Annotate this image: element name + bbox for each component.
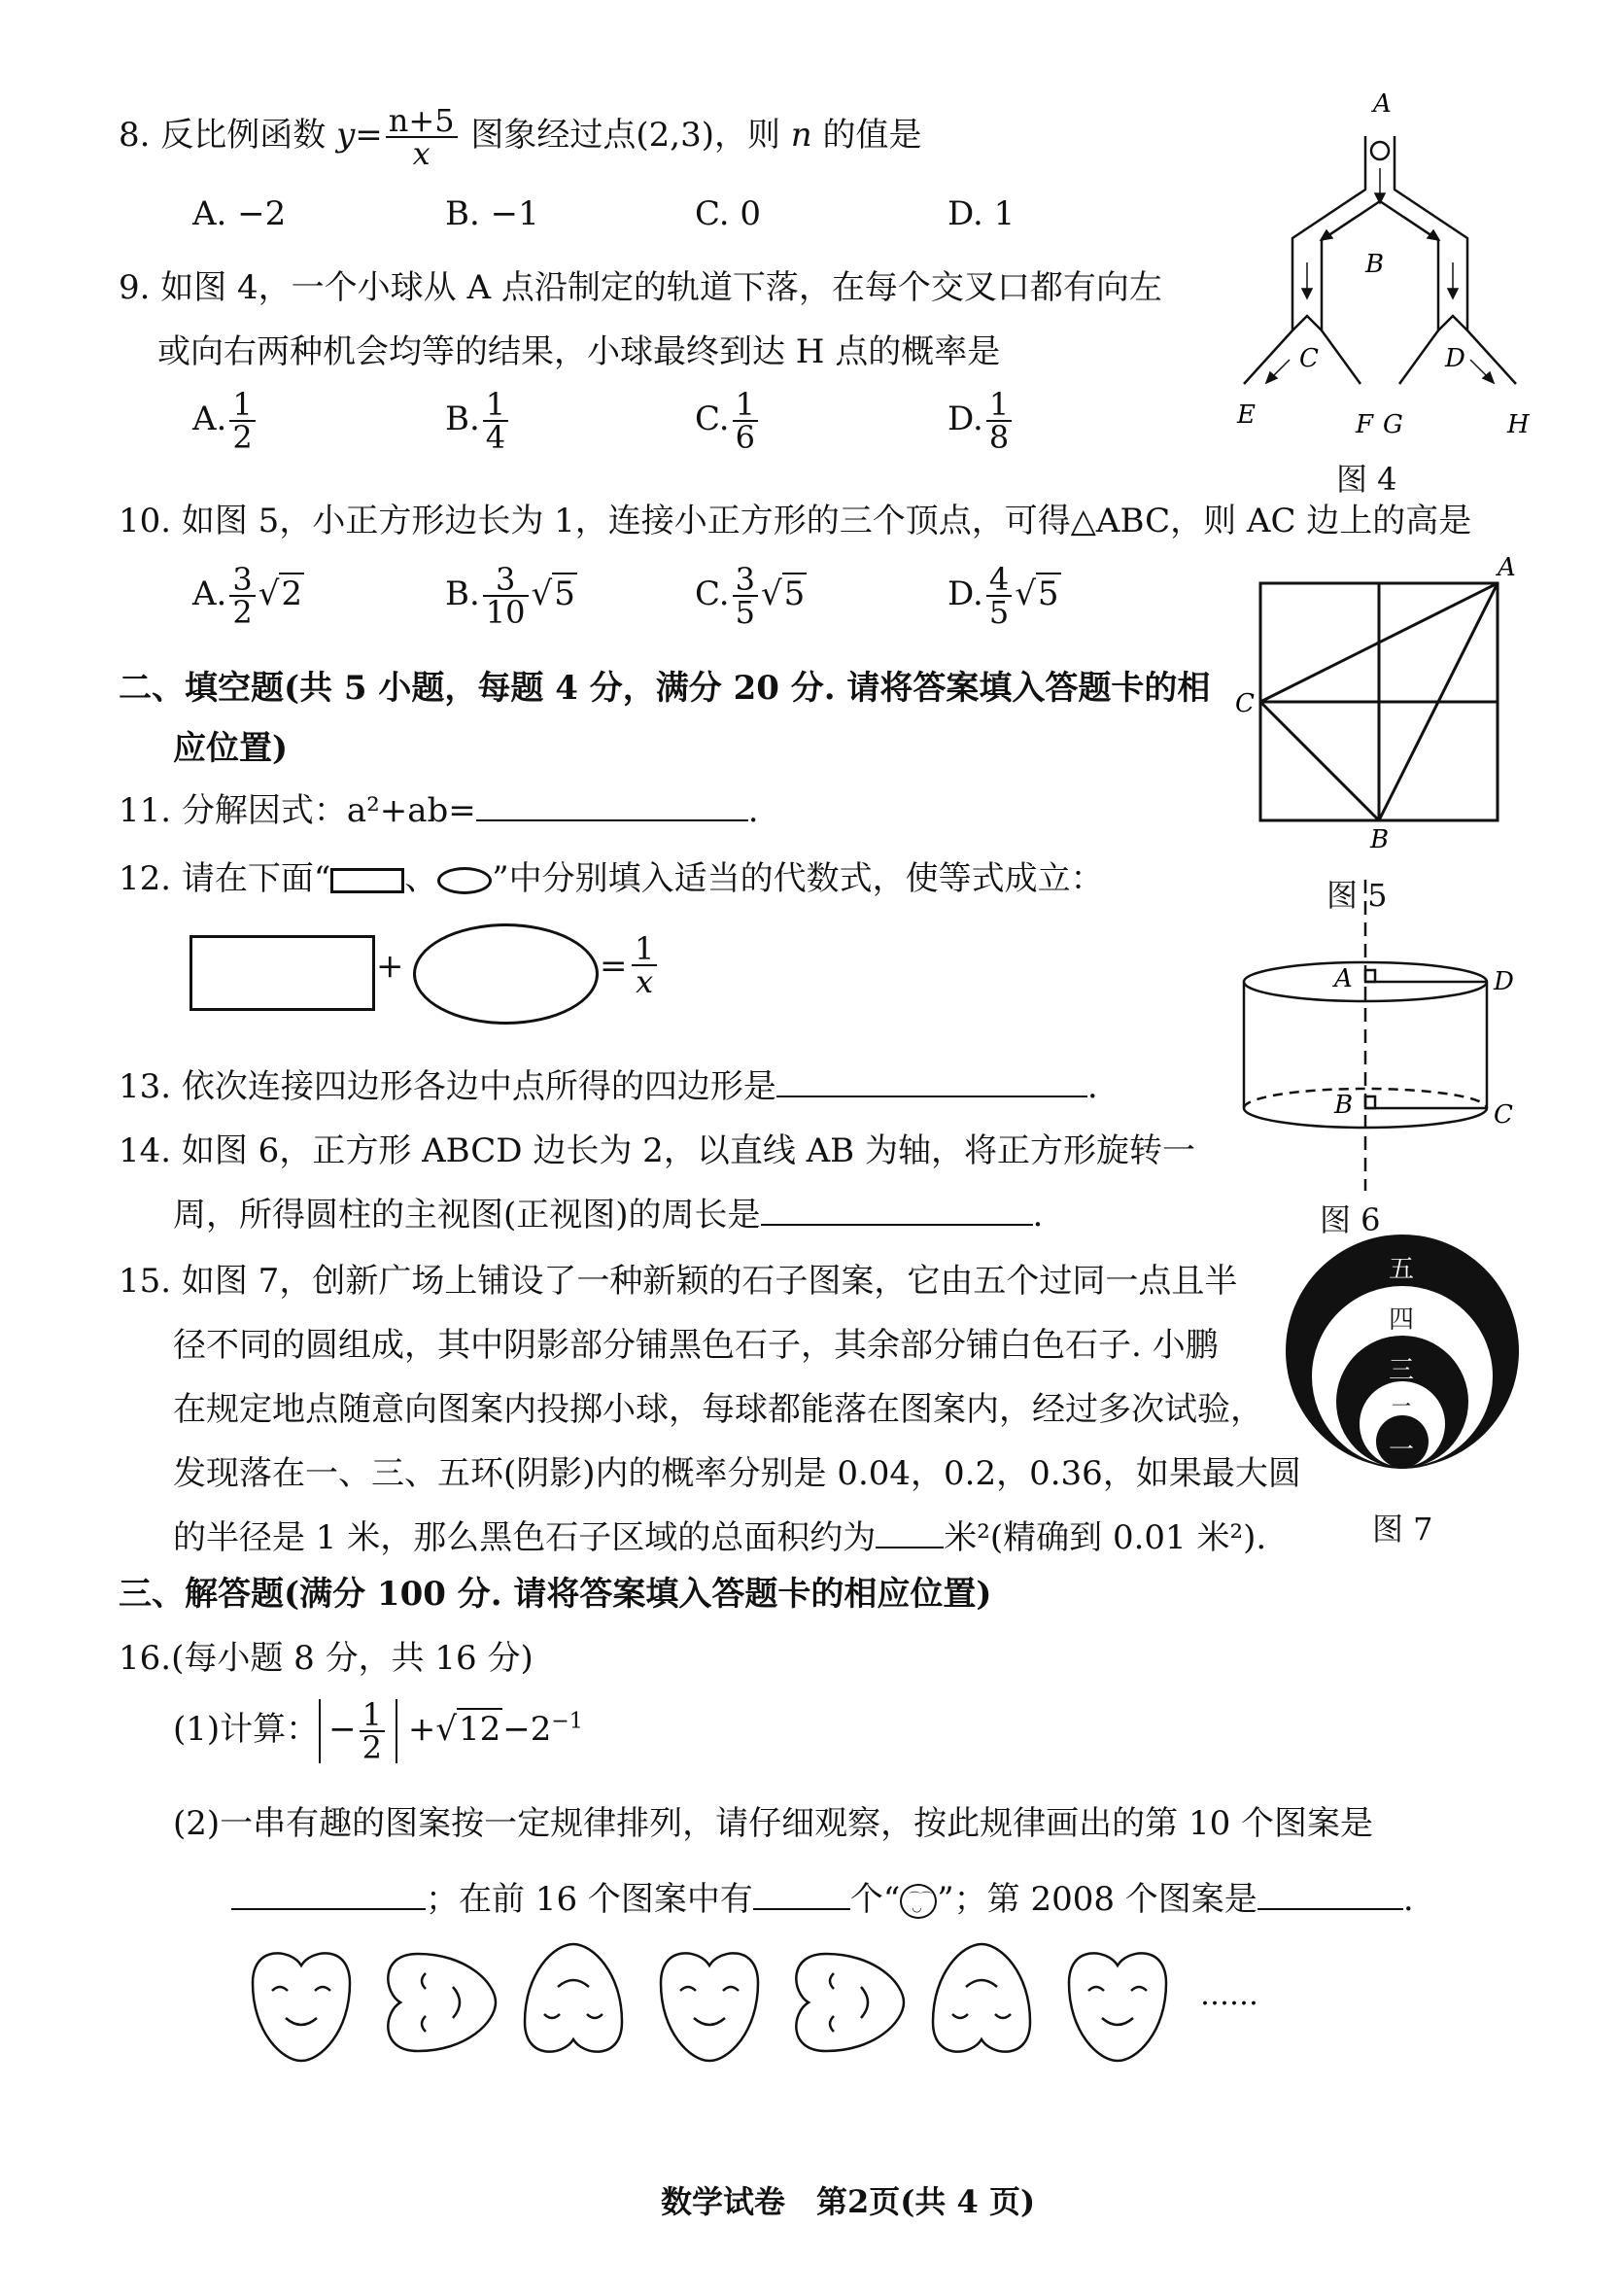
figure-4-track [1220,92,1540,452]
smiley-face-icon: ⌒⌒ ◡ [900,1884,937,1919]
q16-blank-1[interactable] [231,1879,426,1910]
q8-option-b: B. −1 [445,194,539,233]
q9-option-c: C. $\frac{1}{6}$ [695,389,761,453]
fig4-label-c: C [1299,344,1319,373]
q8-option-c: C. 0 [695,194,762,233]
fig4-label-e: E [1237,400,1256,430]
q16-blank-2[interactable] [753,1879,850,1910]
q10-option-a: A. $\frac{3}{2}$ √2 [192,561,303,631]
q13-line: 13. 依次连接四边形各边中点所得的四边形是 . [119,1067,1098,1106]
pattern-ellipsis: …… [1200,1978,1258,2012]
face-4 [661,1953,758,2061]
q11-answer-blank[interactable] [476,790,748,821]
q9-line1: 9. 如图 4，一个小球从 A 点沿制定的轨道下落，在每个交叉口都有向左 [119,268,1162,307]
face-pattern-row [243,1934,1292,2070]
section2-heading: 二、填空题(共 5 小题，每题 4 分，满分 20 分. 请将答案填入答题卡的相 [119,669,1211,708]
figure-5-grid [1229,554,1531,865]
q15-line5: 的半径是 1 米，那么黑色石子区域的总面积约为 米²(精确到 0.01 米²). [173,1518,1267,1557]
q10-option-d: D. $\frac{4}{5}$ √5 [947,561,1059,631]
q15-line2: 径不同的圆组成，其中阴影部分铺黑色石子，其余部分铺白色石子. 小鹏 [173,1326,1219,1365]
section2-heading-line2: 应位置) [173,729,289,768]
fig4-label-a: A [1373,92,1392,119]
fig5-caption: 图 5 [1326,877,1388,914]
fig7-ring-2: 二 [1389,1399,1415,1428]
q14-line1: 14. 如图 6，正方形 ABCD 边长为 2，以直线 AB 为轴，将正方形旋转一 [119,1131,1195,1170]
figure-7-rings [1281,1215,1524,1507]
q8-y: y= [336,116,383,155]
page-footer: 数学试卷 第2页(共 4 页) [661,2183,1036,2220]
q10-option-b: B. $\frac{3}{10}$ √5 [445,561,575,631]
q12-ellipse-icon [437,867,492,894]
q16-part2-line2: ；在前 16 个图案中有 个“ ⌒⌒ ◡ ”；第 2008 个图案是 . [231,1872,1414,1920]
q16-part1: (1)计算： − $\frac{1}{2}$ $+√12-2^{-1}$ [173,1696,583,1766]
q12-rhs: $\frac{1}{x}$ [632,933,657,997]
q12-rect-icon [330,868,404,893]
fig5-label-c: C [1235,689,1255,718]
q14-line2: 周，所得圆柱的主视图(正视图)的周长是 . [173,1196,1044,1235]
section3-heading: 三、解答题(满分 100 分. 请将答案填入答题卡的相应位置) [119,1575,992,1614]
fig7-ring-3: 三 [1389,1356,1415,1385]
q12-rect-box[interactable] [189,935,375,1011]
fig6-label-a: A [1334,964,1353,993]
q16-abs-value: − $\frac{1}{2}$ [319,1699,397,1763]
fig4-caption: 图 4 [1336,461,1397,498]
q8-option-a: A. −2 [192,194,287,233]
q15-answer-blank[interactable] [876,1517,944,1548]
q9-option-d: D. $\frac{1}{8}$ [947,389,1015,453]
q15-line4: 发现落在一、三、五环(阴影)内的概率分别是 0.04，0.2，0.36，如果最大圆 [173,1454,1301,1493]
face-5 [796,1954,904,2051]
fig6-label-d: D [1494,967,1514,996]
q8-option-d: D. 1 [947,194,1016,233]
q9-option-a: A. $\frac{1}{2}$ [192,389,258,453]
fig7-ring-5: 五 [1389,1255,1415,1284]
fig6-caption: 图 6 [1320,1201,1381,1238]
fig5-label-a: A [1498,554,1516,582]
fig4-label-f: F [1356,410,1374,439]
face-3 [525,1944,622,2052]
q8-fraction: $\frac{n+5}{x}$ [386,105,458,169]
q10-line1: 10. 如图 5，小正方形边长为 1，连接小正方形的三个顶点，可得△ABC，则 AC 边上的高是 [119,502,1472,540]
figure-6-cylinder [1220,875,1531,1196]
fig6-label-c: C [1494,1100,1513,1130]
fig4-label-b: B [1365,250,1385,279]
fig6-label-b: B [1334,1091,1354,1120]
fig4-label-h: H [1507,410,1530,439]
q12-ellipse-box[interactable] [413,923,599,1025]
face-1 [253,1953,350,2061]
q8-prefix: 8. 反比例函数 [119,116,327,155]
q13-answer-blank[interactable] [776,1066,1087,1097]
fig7-ring-4: 四 [1389,1305,1415,1335]
q16-title: 16.(每小题 8 分，共 16 分) [119,1639,534,1678]
face-6 [933,1944,1030,2052]
face-2 [388,1954,496,2051]
q15-line3: 在规定地点随意向图案内投掷小球，每球都能落在图案内，经过多次试验， [173,1390,1263,1429]
q12-equals: = [600,947,628,986]
q8-suffix2: 的值是 [822,116,922,155]
q10-option-c: C. $\frac{3}{5}$ √5 [695,561,806,631]
fig7-ring-1: 一 [1389,1436,1415,1465]
q11-line: 11. 分解因式：a²+ab= . [119,791,759,830]
q16-blank-3[interactable] [1257,1879,1403,1910]
fig4-label-g: G [1383,410,1403,439]
q12-line: 12. 请在下面“ 、 ”中分别填入适当的代数式，使等式成立： [119,859,1104,898]
fig7-caption: 图 7 [1372,1511,1433,1548]
q15-line1: 15. 如图 7，创新广场上铺设了一种新颖的石子图案，它由五个过同一点且半 [119,1262,1238,1301]
q9-option-b: B. $\frac{1}{4}$ [445,389,511,453]
q14-answer-blank[interactable] [761,1195,1033,1226]
q9-line2: 或向右两种机会均等的结果，小球最终到达 H 点的概率是 [157,332,1001,371]
q8-suffix: 图象经过点(2,3)，则 [470,116,780,155]
face-7 [1069,1953,1166,2061]
q8-n: n [790,116,812,155]
q12-plus: + [376,947,404,986]
fig4-label-d: D [1445,344,1465,373]
q8-line [119,102,922,172]
q16-part2-line1: (2)一串有趣的图案按一定规律排列，请仔细观察，按此规律画出的第 10 个图案是 [173,1804,1374,1843]
fig5-label-b: B [1370,825,1390,854]
